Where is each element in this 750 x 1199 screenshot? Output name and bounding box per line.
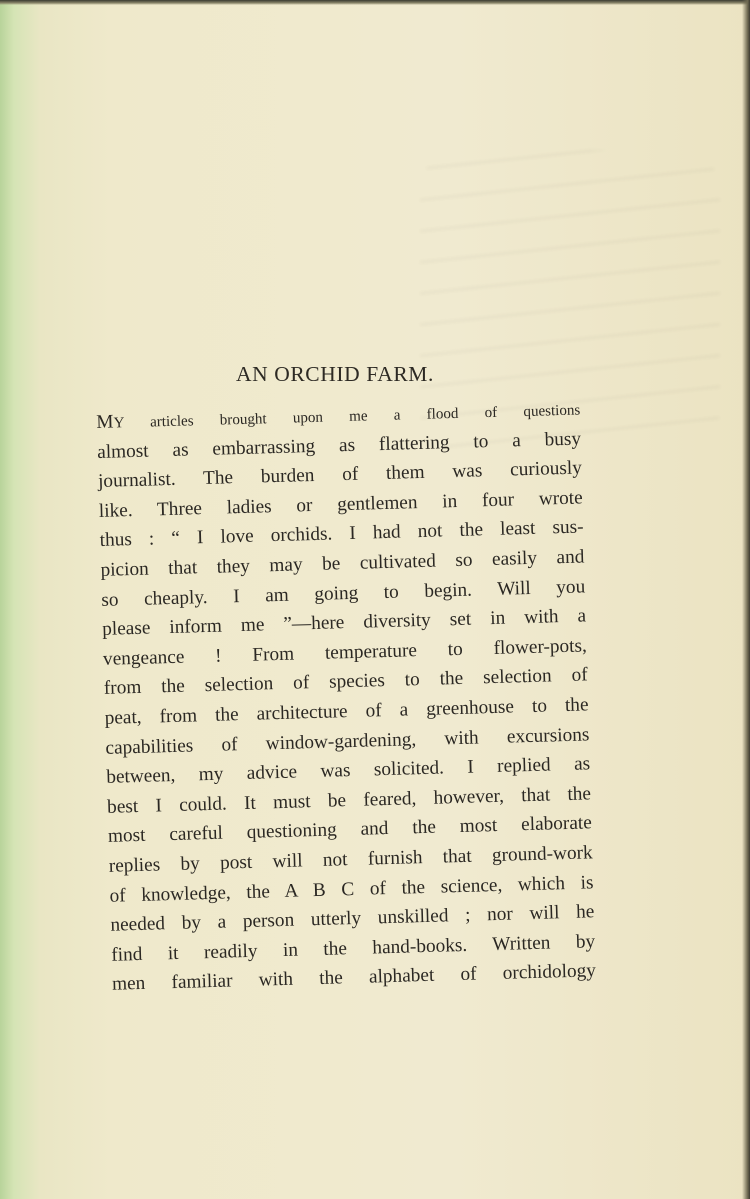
text-line: almost as embarrassing as flattering to a busy [96,428,582,463]
text-line: best I could. It must be feared, however, that the [106,783,592,818]
text-line: most careful questioning and the most elaborate [107,812,593,848]
text-line: journalist. The burden of them was curiously [97,457,583,493]
text-line: please inform me ”—here diversity set in with a [101,605,587,641]
text-line: peat, from the architecture of a greenhouse to the [104,694,589,729]
body-paragraph [96,394,596,999]
text-line: so cheaply. I am going to begin. Will you [101,575,586,611]
text-line: capabilities of window-gardening, with excursions [105,723,590,759]
text-line: thus : “ I love orchids. I had not the least sus- [99,516,584,552]
text-line: from the selection of species to the selection of [103,664,588,700]
text-line: find it readily in the hand-books. Written by [110,930,596,966]
chapter-title: AN ORCHID FARM. [236,362,434,386]
text-line-rest: Y articles brought upon me a flood of questions [113,402,581,432]
drop-capital: M [96,411,114,433]
text-line: picion that they may be cultivated so easily and [100,546,585,581]
text-line: like. Three ladies or gentlemen in four wrote [98,487,583,522]
text-line: needed by a person utterly unskilled ; nor will he [110,901,595,936]
text-line: replies by post will not furnish that ground-work [108,842,593,877]
text-line: men familiar with the alphabet of orchidology [111,960,597,996]
text-line: vengeance ! From temperature to flower-pots, [102,635,588,670]
text-line: of knowledge, the A B C of the science, which is [109,871,594,907]
text-line: between, my advice was solicited. I replied as [106,753,591,788]
